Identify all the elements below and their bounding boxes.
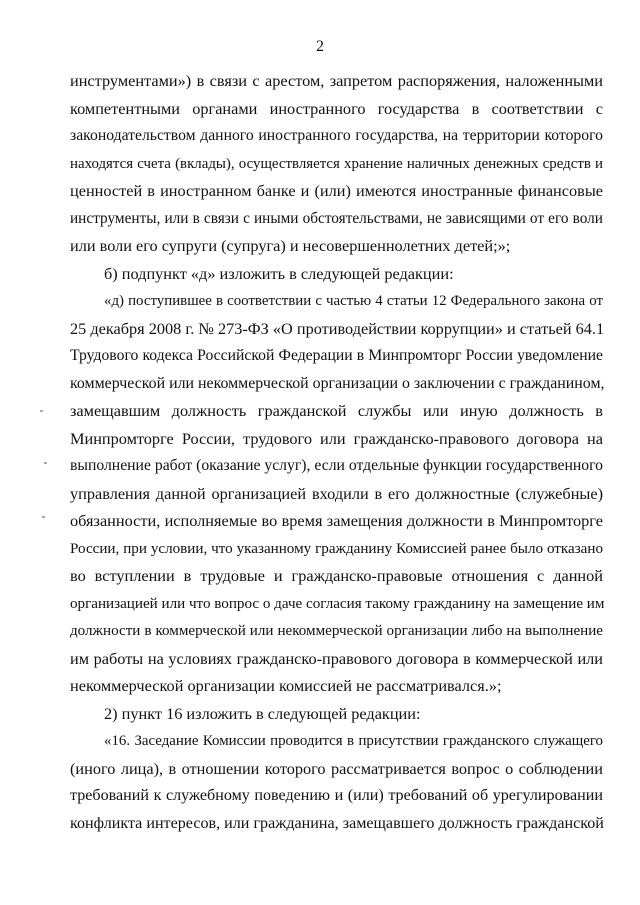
text-line: требований к служебному поведению и (или) требований об урегулировании — [70, 787, 603, 804]
text-line: 25 декабря 2008 г. № 273-ФЗ «О противодействии коррупции» и статьей 64.1 — [70, 319, 605, 338]
text-line: обязанности, исполняемые во время замещения должности в Минпромторге — [70, 511, 603, 530]
text-line: коммерческой или некоммерческой организации о заключении с гражданином, — [70, 375, 605, 392]
text-line: управления данной организацией входили в его должностные (служебные) — [70, 484, 603, 503]
text-line: ценностей в иностранном банке и (или) имеются иностранные финансовые — [70, 181, 603, 200]
page-number: 2 — [316, 38, 324, 55]
scan-speck — [42, 516, 45, 518]
text-line: инструменты, или в связи с иными обстоятельствами, не зависящими от его воли — [70, 210, 603, 227]
text-line: России, при условии, что указанному гражданину Комиссией ранее было отказано — [70, 541, 603, 557]
text-line: Минпромторге России, трудового или гражданско-правового договора на — [70, 429, 603, 448]
text-line: выполнение работ (оказание услуг), если отдельные функции государственного — [70, 457, 603, 474]
text-line: конфликта интересов, или гражданина, замещавшего должность гражданской — [70, 815, 604, 832]
text-line: б) подпункт «д» изложить в следующей редакции: — [104, 264, 454, 283]
text-line: «д) поступившее в соответствии с частью 4 статьи 12 Федерального закона от — [104, 293, 603, 309]
text-line: должности в коммерческой или некоммерческой организации либо на выполнение — [70, 623, 603, 639]
text-line: во вступлении в трудовые и гражданско-правовые отношения с данной — [70, 566, 603, 585]
scan-speck — [40, 410, 43, 412]
text-line: находятся счета (вклады), осуществляется хранение наличных денежных средств и — [70, 156, 603, 172]
text-line: некоммерческой организации комиссией не рассматривался.»; — [70, 676, 502, 695]
text-line: «16. Заседание Комиссии проводится в присутствии гражданского служащего — [104, 733, 603, 749]
text-line: 2) пункт 16 изложить в следующей редакции: — [104, 704, 421, 723]
text-line: компетентными органами иностранного государства в соответствии с — [70, 99, 603, 118]
text-line: замещавшим должность гражданской службы или иную должность в — [70, 401, 603, 420]
text-line: (иного лица), в отношении которого рассматривается вопрос о соблюдении — [70, 759, 603, 778]
text-line: законодательством данного иностранного государства, на территории которого — [70, 127, 603, 144]
text-line: организацией или что вопрос о даче согласия такому гражданину на замещение им — [70, 596, 605, 612]
text-line: инструментами») в связи с арестом, запретом распоряжения, наложенными — [70, 71, 603, 90]
text-line: им работы на условиях гражданско-правового договора в коммерческой или — [70, 649, 603, 668]
text-line: или воли его супруги (супруга) и несовершеннолетних детей;»; — [70, 236, 511, 255]
scan-speck — [44, 462, 47, 464]
text-line: Трудового кодекса Российской Федерации в Минпромторг России уведомление — [70, 347, 603, 364]
